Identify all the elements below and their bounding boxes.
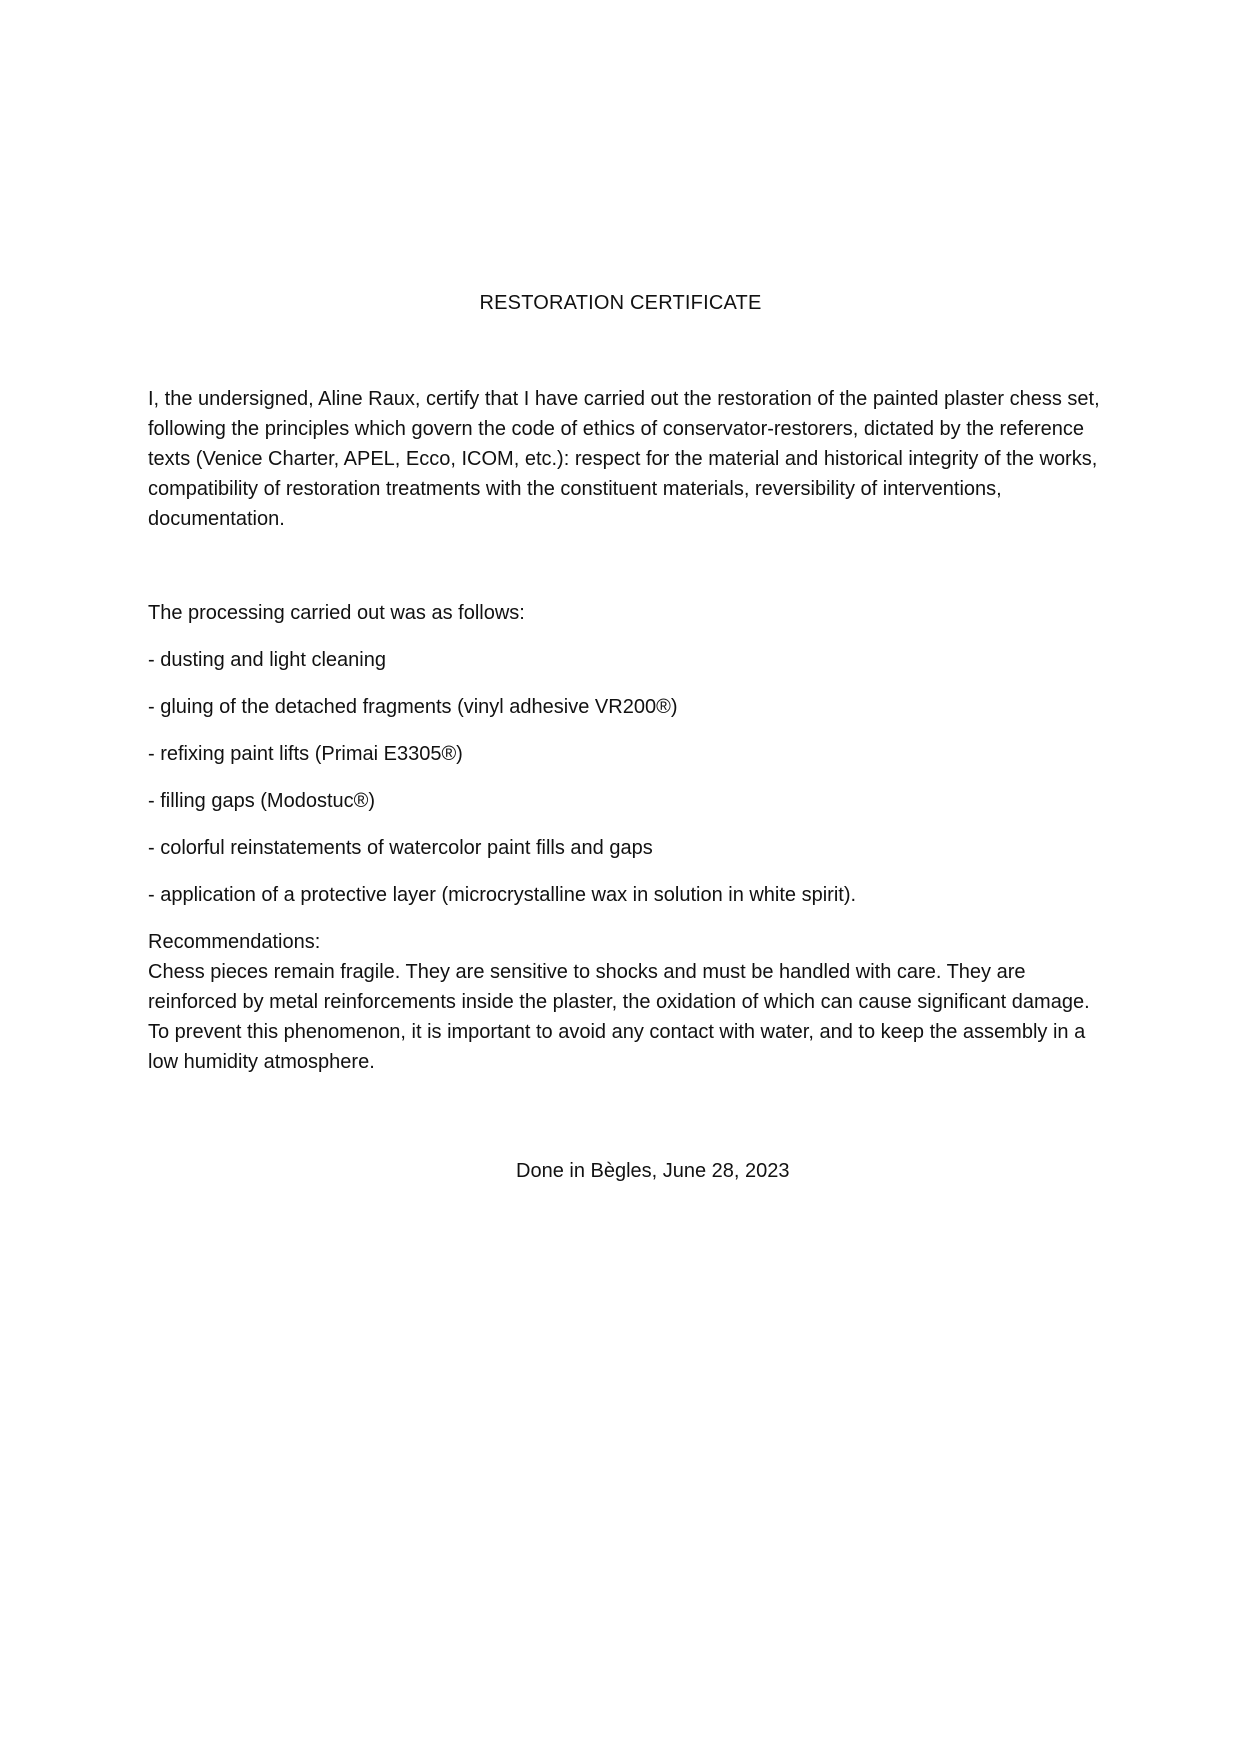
processing-step: - dusting and light cleaning (148, 649, 386, 671)
closing-place-date: Done in Bègles, June 28, 2023 (516, 1160, 790, 1182)
processing-lead: The processing carried out was as follows: (148, 602, 525, 624)
recommendations-paragraph: Chess pieces remain fragile. They are sensitive to shocks and must be handled with care. They are reinforced by metal reinforcements inside the plaster, the oxidation of which can cause significant damage. To prevent this phenomenon, it is important to avoid any contact with water, and to keep the assembly in a low humidity atmosphere. (148, 961, 1090, 1073)
processing-section (148, 598, 1108, 1077)
processing-step: - gluing of the detached fragments (vinyl adhesive VR200®) (148, 696, 678, 718)
intro-paragraph: I, the undersigned, Aline Raux, certify that I have carried out the restoration of the painted plaster chess set, following the principles which govern the code of ethics of conservator-restorers, dictated by the reference texts (Venice Charter, APEL, Ecco, ICOM, etc.): respect for the material and historical integrity of the works, compatibility of restoration treatments with the constituent materials, reversibility of interventions, documentation. (148, 388, 1100, 530)
document-title: RESTORATION CERTIFICATE (479, 292, 762, 314)
processing-step: - application of a protective layer (microcrystalline wax in solution in white spirit). (148, 884, 857, 906)
processing-step: - refixing paint lifts (Primai E3305®) (148, 743, 463, 765)
processing-step: - colorful reinstatements of watercolor paint fills and gaps (148, 837, 653, 859)
processing-steps-list (148, 645, 1108, 910)
processing-step: - filling gaps (Modostuc®) (148, 790, 376, 812)
recommendations-label: Recommendations: (148, 931, 321, 953)
